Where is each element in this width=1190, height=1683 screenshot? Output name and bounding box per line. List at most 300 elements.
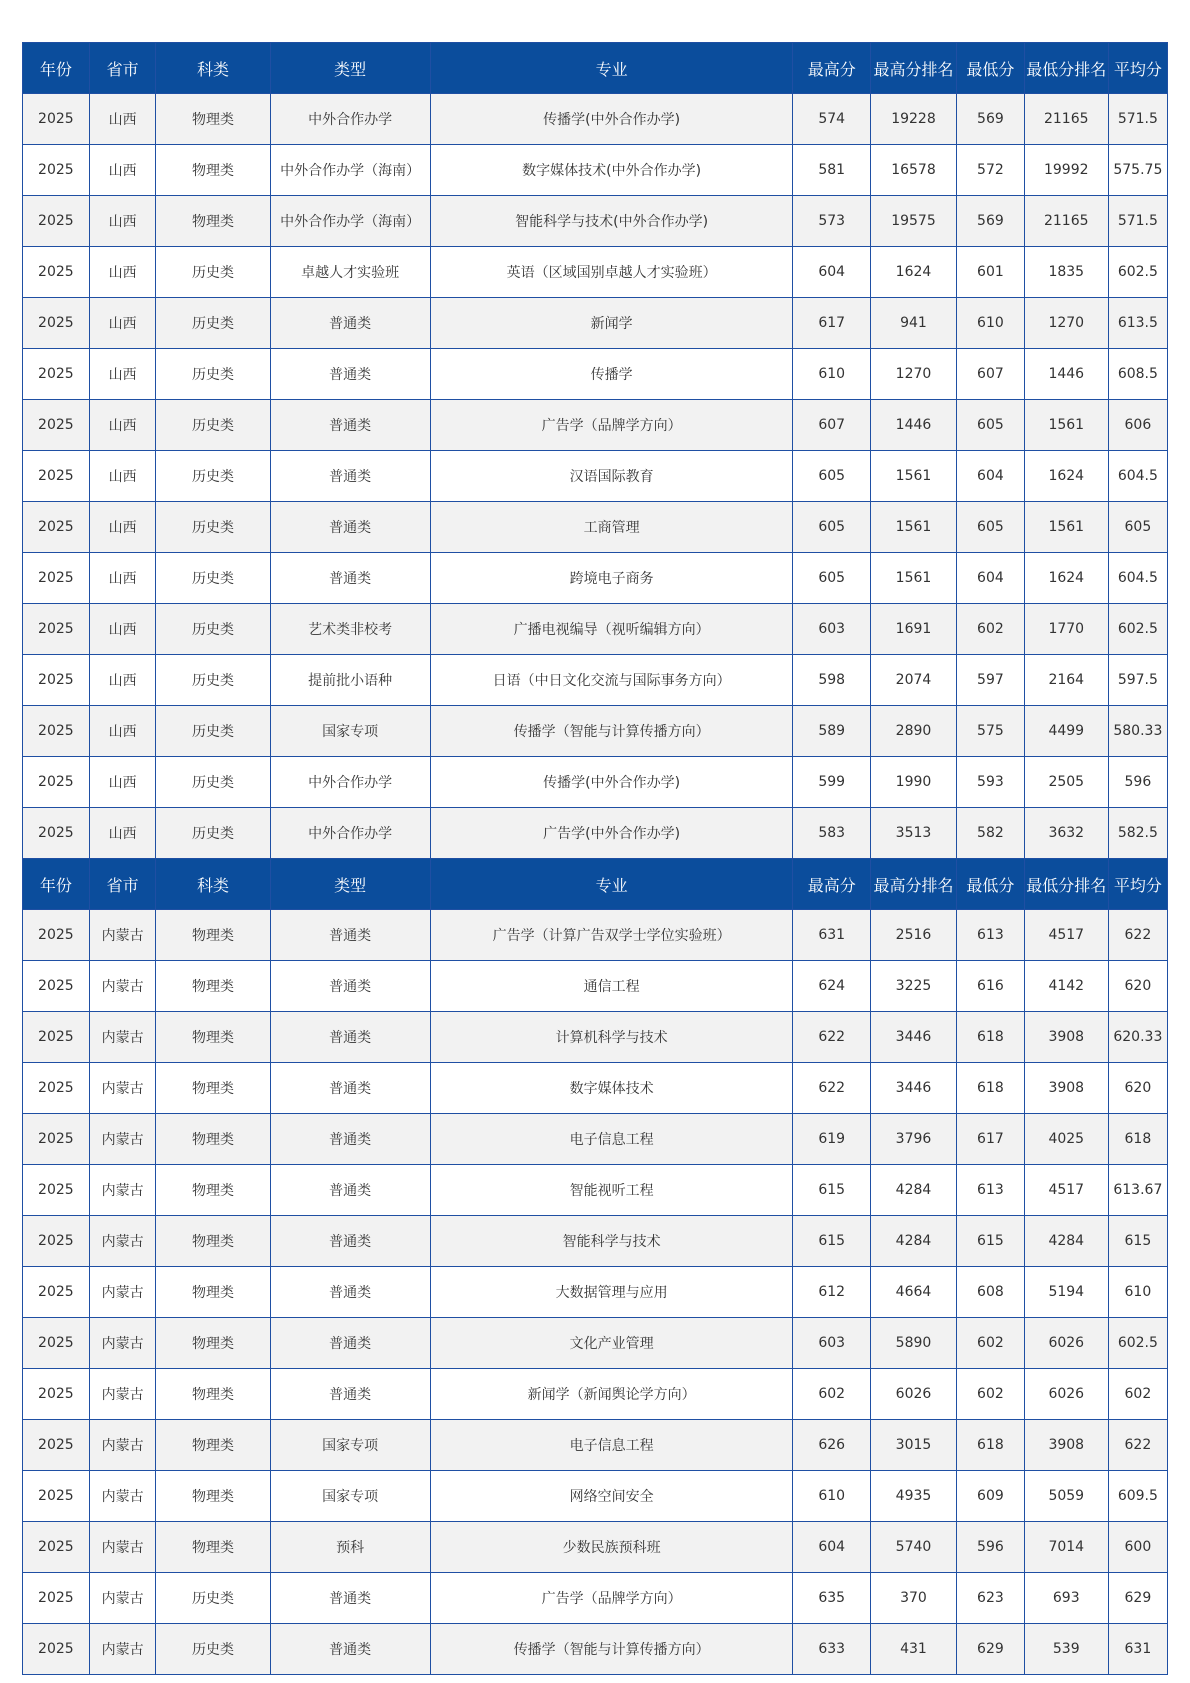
cell-min-score-rank: 3908 [1024, 1012, 1108, 1063]
column-header-max-score-rank: 最高分排名 [870, 43, 956, 94]
cell-admission-type: 普通类 [270, 1114, 430, 1165]
column-header-subject-category: 科类 [156, 43, 270, 94]
cell-year: 2025 [23, 145, 90, 196]
cell-province: 内蒙古 [89, 1420, 156, 1471]
column-header-major: 专业 [430, 43, 793, 94]
cell-major: 广告学(中外合作办学) [430, 808, 793, 859]
cell-subject-category: 物理类 [156, 1165, 270, 1216]
cell-max-score-rank: 1446 [870, 400, 956, 451]
cell-subject-category: 历史类 [156, 1573, 270, 1624]
cell-max-score: 612 [793, 1267, 870, 1318]
cell-avg-score: 602 [1108, 1369, 1167, 1420]
cell-year: 2025 [23, 1369, 90, 1420]
column-header-year: 年份 [23, 859, 90, 910]
cell-admission-type: 普通类 [270, 961, 430, 1012]
cell-max-score: 626 [793, 1420, 870, 1471]
column-header-min-score: 最低分 [957, 43, 1025, 94]
cell-admission-type: 普通类 [270, 502, 430, 553]
cell-subject-category: 物理类 [156, 94, 270, 145]
cell-min-score: 602 [957, 1369, 1025, 1420]
cell-max-score: 589 [793, 706, 870, 757]
cell-avg-score: 582.5 [1108, 808, 1167, 859]
cell-max-score: 605 [793, 502, 870, 553]
cell-max-score: 615 [793, 1165, 870, 1216]
table-row [23, 502, 1168, 553]
cell-avg-score: 571.5 [1108, 94, 1167, 145]
table-header-row [23, 859, 1168, 910]
table-row [23, 1063, 1168, 1114]
cell-subject-category: 历史类 [156, 706, 270, 757]
cell-avg-score: 606 [1108, 400, 1167, 451]
column-header-major: 专业 [430, 859, 793, 910]
cell-year: 2025 [23, 94, 90, 145]
cell-min-score: 597 [957, 655, 1025, 706]
cell-min-score: 613 [957, 1165, 1025, 1216]
cell-major: 数字媒体技术 [430, 1063, 793, 1114]
cell-max-score: 615 [793, 1216, 870, 1267]
cell-subject-category: 物理类 [156, 1114, 270, 1165]
cell-min-score: 575 [957, 706, 1025, 757]
table-row [23, 1522, 1168, 1573]
cell-min-score-rank: 4142 [1024, 961, 1108, 1012]
cell-avg-score: 615 [1108, 1216, 1167, 1267]
cell-min-score-rank: 21165 [1024, 196, 1108, 247]
cell-admission-type: 普通类 [270, 349, 430, 400]
cell-max-score-rank: 1270 [870, 349, 956, 400]
cell-max-score: 610 [793, 1471, 870, 1522]
cell-avg-score: 600 [1108, 1522, 1167, 1573]
cell-min-score-rank: 7014 [1024, 1522, 1108, 1573]
cell-avg-score: 604.5 [1108, 451, 1167, 502]
cell-max-score: 599 [793, 757, 870, 808]
column-header-max-score-rank: 最高分排名 [870, 859, 956, 910]
cell-min-score: 617 [957, 1114, 1025, 1165]
cell-subject-category: 物理类 [156, 1216, 270, 1267]
cell-subject-category: 历史类 [156, 349, 270, 400]
cell-major: 汉语国际教育 [430, 451, 793, 502]
cell-max-score-rank: 1624 [870, 247, 956, 298]
cell-max-score-rank: 6026 [870, 1369, 956, 1420]
cell-max-score: 624 [793, 961, 870, 1012]
cell-subject-category: 物理类 [156, 1420, 270, 1471]
cell-max-score-rank: 2074 [870, 655, 956, 706]
cell-year: 2025 [23, 1573, 90, 1624]
cell-max-score: 610 [793, 349, 870, 400]
table-row [23, 655, 1168, 706]
cell-min-score: 618 [957, 1063, 1025, 1114]
cell-min-score-rank: 1561 [1024, 400, 1108, 451]
cell-min-score-rank: 6026 [1024, 1369, 1108, 1420]
cell-admission-type: 中外合作办学（海南） [270, 196, 430, 247]
table-row [23, 1114, 1168, 1165]
cell-major: 广告学（品牌学方向） [430, 400, 793, 451]
cell-subject-category: 历史类 [156, 1624, 270, 1675]
cell-subject-category: 物理类 [156, 1012, 270, 1063]
cell-avg-score: 610 [1108, 1267, 1167, 1318]
table-row [23, 94, 1168, 145]
cell-max-score-rank: 1561 [870, 451, 956, 502]
cell-max-score-rank: 4284 [870, 1216, 956, 1267]
cell-subject-category: 历史类 [156, 298, 270, 349]
cell-min-score: 629 [957, 1624, 1025, 1675]
cell-max-score: 635 [793, 1573, 870, 1624]
cell-major: 广告学（计算广告双学士学位实验班） [430, 910, 793, 961]
cell-max-score-rank: 4664 [870, 1267, 956, 1318]
cell-year: 2025 [23, 757, 90, 808]
cell-min-score-rank: 2164 [1024, 655, 1108, 706]
cell-province: 内蒙古 [89, 1012, 156, 1063]
cell-max-score-rank: 3446 [870, 1012, 956, 1063]
cell-max-score: 603 [793, 604, 870, 655]
cell-avg-score: 613.5 [1108, 298, 1167, 349]
cell-province: 山西 [89, 145, 156, 196]
cell-year: 2025 [23, 1318, 90, 1369]
cell-min-score-rank: 3908 [1024, 1420, 1108, 1471]
cell-subject-category: 历史类 [156, 553, 270, 604]
cell-year: 2025 [23, 196, 90, 247]
cell-subject-category: 物理类 [156, 1267, 270, 1318]
cell-year: 2025 [23, 451, 90, 502]
cell-min-score-rank: 2505 [1024, 757, 1108, 808]
cell-max-score: 617 [793, 298, 870, 349]
cell-min-score-rank: 1624 [1024, 451, 1108, 502]
cell-min-score-rank: 4025 [1024, 1114, 1108, 1165]
cell-year: 2025 [23, 1624, 90, 1675]
cell-max-score-rank: 431 [870, 1624, 956, 1675]
table-row [23, 1573, 1168, 1624]
cell-year: 2025 [23, 247, 90, 298]
column-header-avg-score: 平均分 [1108, 43, 1167, 94]
cell-admission-type: 中外合作办学 [270, 94, 430, 145]
cell-year: 2025 [23, 1216, 90, 1267]
cell-max-score-rank: 19228 [870, 94, 956, 145]
table-row [23, 910, 1168, 961]
table-row [23, 808, 1168, 859]
cell-major: 智能视听工程 [430, 1165, 793, 1216]
cell-subject-category: 历史类 [156, 808, 270, 859]
cell-year: 2025 [23, 1114, 90, 1165]
cell-subject-category: 物理类 [156, 910, 270, 961]
cell-admission-type: 艺术类非校考 [270, 604, 430, 655]
cell-admission-type: 国家专项 [270, 1471, 430, 1522]
cell-subject-category: 历史类 [156, 451, 270, 502]
cell-min-score-rank: 21165 [1024, 94, 1108, 145]
column-header-min-score: 最低分 [957, 859, 1025, 910]
cell-max-score-rank: 3446 [870, 1063, 956, 1114]
cell-subject-category: 历史类 [156, 247, 270, 298]
cell-province: 山西 [89, 706, 156, 757]
cell-min-score-rank: 1270 [1024, 298, 1108, 349]
cell-year: 2025 [23, 1063, 90, 1114]
cell-min-score-rank: 4517 [1024, 1165, 1108, 1216]
cell-avg-score: 608.5 [1108, 349, 1167, 400]
cell-province: 内蒙古 [89, 1165, 156, 1216]
cell-year: 2025 [23, 910, 90, 961]
cell-max-score: 633 [793, 1624, 870, 1675]
table-row [23, 961, 1168, 1012]
cell-admission-type: 预科 [270, 1522, 430, 1573]
cell-avg-score: 571.5 [1108, 196, 1167, 247]
cell-max-score-rank: 5740 [870, 1522, 956, 1573]
cell-subject-category: 物理类 [156, 1063, 270, 1114]
cell-major: 传播学（智能与计算传播方向） [430, 706, 793, 757]
table-row [23, 1318, 1168, 1369]
cell-min-score: 569 [957, 196, 1025, 247]
cell-major: 文化产业管理 [430, 1318, 793, 1369]
cell-min-score-rank: 5194 [1024, 1267, 1108, 1318]
cell-min-score: 613 [957, 910, 1025, 961]
cell-admission-type: 普通类 [270, 1063, 430, 1114]
cell-year: 2025 [23, 655, 90, 706]
cell-min-score-rank: 693 [1024, 1573, 1108, 1624]
cell-admission-type: 普通类 [270, 1165, 430, 1216]
column-header-province: 省市 [89, 43, 156, 94]
table-row [23, 145, 1168, 196]
cell-max-score-rank: 2516 [870, 910, 956, 961]
cell-avg-score: 618 [1108, 1114, 1167, 1165]
table-row [23, 247, 1168, 298]
cell-major: 网络空间安全 [430, 1471, 793, 1522]
cell-max-score-rank: 1561 [870, 502, 956, 553]
cell-major: 计算机科学与技术 [430, 1012, 793, 1063]
cell-avg-score: 602.5 [1108, 247, 1167, 298]
cell-max-score-rank: 3796 [870, 1114, 956, 1165]
cell-avg-score: 613.67 [1108, 1165, 1167, 1216]
cell-max-score: 603 [793, 1318, 870, 1369]
cell-max-score: 598 [793, 655, 870, 706]
table-row [23, 1369, 1168, 1420]
cell-year: 2025 [23, 1522, 90, 1573]
table-row [23, 1012, 1168, 1063]
cell-year: 2025 [23, 400, 90, 451]
cell-min-score: 604 [957, 451, 1025, 502]
cell-admission-type: 普通类 [270, 1216, 430, 1267]
cell-subject-category: 历史类 [156, 400, 270, 451]
column-header-year: 年份 [23, 43, 90, 94]
cell-avg-score: 629 [1108, 1573, 1167, 1624]
cell-province: 山西 [89, 451, 156, 502]
cell-major: 跨境电子商务 [430, 553, 793, 604]
cell-province: 内蒙古 [89, 1318, 156, 1369]
cell-admission-type: 普通类 [270, 1624, 430, 1675]
cell-province: 山西 [89, 400, 156, 451]
cell-year: 2025 [23, 808, 90, 859]
table-row [23, 1420, 1168, 1471]
cell-max-score-rank: 941 [870, 298, 956, 349]
cell-min-score: 623 [957, 1573, 1025, 1624]
column-header-avg-score: 平均分 [1108, 859, 1167, 910]
table-row [23, 298, 1168, 349]
cell-province: 山西 [89, 604, 156, 655]
cell-province: 山西 [89, 757, 156, 808]
cell-province: 内蒙古 [89, 1624, 156, 1675]
table-row [23, 349, 1168, 400]
cell-province: 内蒙古 [89, 1573, 156, 1624]
cell-year: 2025 [23, 1267, 90, 1318]
cell-admission-type: 提前批小语种 [270, 655, 430, 706]
column-header-max-score: 最高分 [793, 43, 870, 94]
cell-admission-type: 普通类 [270, 1369, 430, 1420]
column-header-province: 省市 [89, 859, 156, 910]
cell-province: 内蒙古 [89, 1522, 156, 1573]
cell-max-score: 581 [793, 145, 870, 196]
cell-max-score: 602 [793, 1369, 870, 1420]
cell-avg-score: 604.5 [1108, 553, 1167, 604]
cell-min-score-rank: 4284 [1024, 1216, 1108, 1267]
cell-major: 智能科学与技术 [430, 1216, 793, 1267]
cell-year: 2025 [23, 298, 90, 349]
cell-major: 传播学（智能与计算传播方向） [430, 1624, 793, 1675]
cell-province: 内蒙古 [89, 1114, 156, 1165]
cell-max-score-rank: 3225 [870, 961, 956, 1012]
cell-min-score: 618 [957, 1420, 1025, 1471]
admission-score-table [22, 42, 1168, 1675]
cell-admission-type: 普通类 [270, 1573, 430, 1624]
cell-min-score: 608 [957, 1267, 1025, 1318]
cell-min-score: 605 [957, 502, 1025, 553]
cell-max-score: 619 [793, 1114, 870, 1165]
column-header-admission-type: 类型 [270, 43, 430, 94]
cell-min-score-rank: 1446 [1024, 349, 1108, 400]
cell-year: 2025 [23, 961, 90, 1012]
cell-admission-type: 国家专项 [270, 706, 430, 757]
cell-major: 传播学(中外合作办学) [430, 757, 793, 808]
cell-avg-score: 609.5 [1108, 1471, 1167, 1522]
cell-year: 2025 [23, 604, 90, 655]
cell-year: 2025 [23, 553, 90, 604]
cell-max-score: 604 [793, 247, 870, 298]
cell-min-score: 569 [957, 94, 1025, 145]
cell-admission-type: 卓越人才实验班 [270, 247, 430, 298]
cell-avg-score: 596 [1108, 757, 1167, 808]
cell-min-score: 602 [957, 1318, 1025, 1369]
cell-min-score-rank: 4517 [1024, 910, 1108, 961]
cell-admission-type: 普通类 [270, 400, 430, 451]
cell-admission-type: 中外合作办学（海南） [270, 145, 430, 196]
cell-province: 山西 [89, 655, 156, 706]
cell-admission-type: 普通类 [270, 553, 430, 604]
cell-max-score: 574 [793, 94, 870, 145]
cell-province: 内蒙古 [89, 1267, 156, 1318]
cell-province: 山西 [89, 502, 156, 553]
cell-province: 山西 [89, 349, 156, 400]
table-row [23, 706, 1168, 757]
cell-year: 2025 [23, 349, 90, 400]
column-header-min-score-rank: 最低分排名 [1024, 43, 1108, 94]
cell-min-score: 596 [957, 1522, 1025, 1573]
cell-max-score-rank: 1561 [870, 553, 956, 604]
cell-province: 内蒙古 [89, 910, 156, 961]
cell-min-score: 601 [957, 247, 1025, 298]
cell-admission-type: 普通类 [270, 451, 430, 502]
cell-major: 英语（区域国别卓越人才实验班） [430, 247, 793, 298]
cell-min-score-rank: 5059 [1024, 1471, 1108, 1522]
cell-max-score-rank: 19575 [870, 196, 956, 247]
cell-major: 新闻学（新闻舆论学方向） [430, 1369, 793, 1420]
cell-major: 传播学(中外合作办学) [430, 94, 793, 145]
cell-min-score: 582 [957, 808, 1025, 859]
cell-province: 内蒙古 [89, 961, 156, 1012]
table-row [23, 604, 1168, 655]
cell-min-score: 604 [957, 553, 1025, 604]
cell-max-score-rank: 16578 [870, 145, 956, 196]
cell-major: 大数据管理与应用 [430, 1267, 793, 1318]
cell-avg-score: 622 [1108, 910, 1167, 961]
cell-max-score-rank: 5890 [870, 1318, 956, 1369]
cell-min-score-rank: 1624 [1024, 553, 1108, 604]
cell-major: 通信工程 [430, 961, 793, 1012]
cell-major: 传播学 [430, 349, 793, 400]
cell-subject-category: 物理类 [156, 961, 270, 1012]
cell-major: 电子信息工程 [430, 1114, 793, 1165]
cell-province: 山西 [89, 808, 156, 859]
cell-max-score-rank: 1990 [870, 757, 956, 808]
cell-min-score-rank: 1770 [1024, 604, 1108, 655]
cell-year: 2025 [23, 706, 90, 757]
table-row [23, 553, 1168, 604]
cell-admission-type: 中外合作办学 [270, 757, 430, 808]
cell-max-score: 583 [793, 808, 870, 859]
cell-avg-score: 597.5 [1108, 655, 1167, 706]
cell-avg-score: 620 [1108, 1063, 1167, 1114]
table-row [23, 400, 1168, 451]
cell-min-score: 609 [957, 1471, 1025, 1522]
cell-min-score: 610 [957, 298, 1025, 349]
cell-major: 新闻学 [430, 298, 793, 349]
cell-max-score: 631 [793, 910, 870, 961]
cell-max-score: 605 [793, 451, 870, 502]
cell-subject-category: 历史类 [156, 757, 270, 808]
cell-admission-type: 中外合作办学 [270, 808, 430, 859]
cell-subject-category: 物理类 [156, 1522, 270, 1573]
cell-province: 内蒙古 [89, 1063, 156, 1114]
cell-min-score: 602 [957, 604, 1025, 655]
cell-min-score-rank: 1561 [1024, 502, 1108, 553]
cell-max-score-rank: 4935 [870, 1471, 956, 1522]
cell-subject-category: 物理类 [156, 196, 270, 247]
table-row [23, 1165, 1168, 1216]
cell-min-score: 605 [957, 400, 1025, 451]
cell-province: 山西 [89, 298, 156, 349]
cell-major: 智能科学与技术(中外合作办学) [430, 196, 793, 247]
cell-province: 山西 [89, 196, 156, 247]
table-header-row [23, 43, 1168, 94]
cell-major: 广告学（品牌学方向） [430, 1573, 793, 1624]
cell-min-score: 607 [957, 349, 1025, 400]
cell-major: 广播电视编导（视听编辑方向） [430, 604, 793, 655]
table-row [23, 451, 1168, 502]
table-row [23, 196, 1168, 247]
cell-max-score: 622 [793, 1063, 870, 1114]
column-header-max-score: 最高分 [793, 859, 870, 910]
cell-subject-category: 物理类 [156, 1369, 270, 1420]
cell-subject-category: 物理类 [156, 1318, 270, 1369]
cell-subject-category: 历史类 [156, 502, 270, 553]
cell-avg-score: 575.75 [1108, 145, 1167, 196]
cell-province: 内蒙古 [89, 1471, 156, 1522]
cell-avg-score: 631 [1108, 1624, 1167, 1675]
column-header-admission-type: 类型 [270, 859, 430, 910]
cell-max-score: 604 [793, 1522, 870, 1573]
cell-subject-category: 历史类 [156, 655, 270, 706]
table-row [23, 1624, 1168, 1675]
cell-min-score: 615 [957, 1216, 1025, 1267]
column-header-min-score-rank: 最低分排名 [1024, 859, 1108, 910]
cell-avg-score: 605 [1108, 502, 1167, 553]
column-header-subject-category: 科类 [156, 859, 270, 910]
cell-avg-score: 602.5 [1108, 604, 1167, 655]
cell-min-score-rank: 4499 [1024, 706, 1108, 757]
